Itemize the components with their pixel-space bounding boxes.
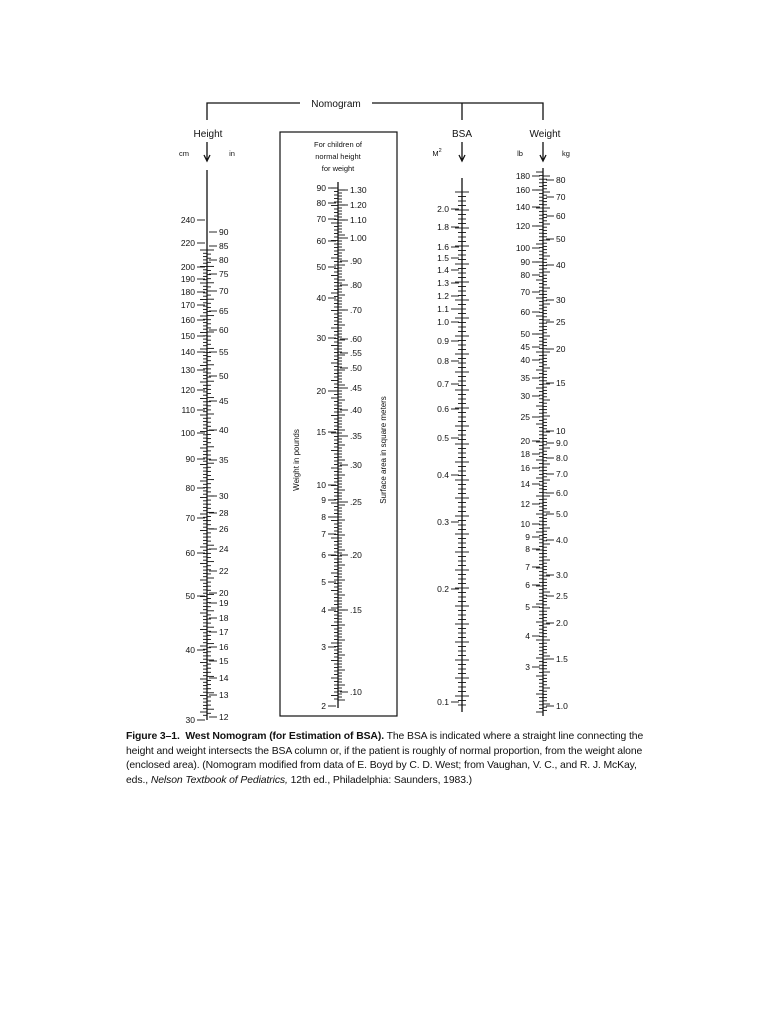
weight-lb-label: 14	[520, 479, 530, 489]
bsa-unit-main: M	[432, 149, 439, 158]
weight-lb-label: 160	[515, 185, 530, 195]
normal-header-line-3: for weight	[321, 164, 355, 173]
height-in-label: 45	[219, 396, 229, 406]
normal-lb-label: 8	[321, 512, 326, 522]
weight-lb-label: 80	[520, 270, 530, 280]
normal-lb-label: 2	[321, 701, 326, 711]
height-scale	[179, 129, 235, 725]
height-cm-label: 70	[185, 513, 195, 523]
height-cm-label: 80	[185, 483, 195, 493]
height-in-label: 20	[219, 588, 229, 598]
nomogram-bracket	[207, 99, 543, 120]
normal-lb-label: 4	[321, 605, 326, 615]
weight-kg-label: 8.0	[556, 453, 568, 463]
height-in-label: 19	[219, 598, 229, 608]
bsa-label: 0.4	[437, 470, 449, 480]
normal-sa-label: .15	[350, 605, 362, 615]
height-cm-label: 200	[180, 262, 195, 272]
weight-lb-label: 3	[525, 662, 530, 672]
weight-lb-label: 10	[520, 519, 530, 529]
bsa-label: 1.1	[437, 304, 449, 314]
height-in-label: 70	[219, 286, 229, 296]
weight-title: Weight	[529, 129, 561, 140]
height-cm-label: 170	[180, 300, 195, 310]
nomogram-group-label: Nomogram	[311, 99, 361, 110]
height-cm-label: 120	[180, 385, 195, 395]
height-in-label: 12	[219, 712, 229, 722]
weight-lb-label: 16	[520, 463, 530, 473]
weight-kg-label: 3.0	[556, 570, 568, 580]
height-cm-label: 40	[185, 645, 195, 655]
bsa-label: 1.8	[437, 222, 449, 232]
normal-lb-label: 40	[316, 293, 326, 303]
weight-lb-label: 180	[515, 171, 530, 181]
normal-sa-label: .30	[350, 460, 362, 470]
normal-lb-label: 6	[321, 550, 326, 560]
height-in-label: 26	[219, 524, 229, 534]
bsa-label: 0.1	[437, 697, 449, 707]
height-arrow-icon	[204, 142, 210, 161]
bsa-label: 0.9	[437, 336, 449, 346]
normal-sa-label: .25	[350, 497, 362, 507]
height-in-label: 40	[219, 425, 229, 435]
bsa-scale	[432, 129, 472, 712]
normal-sa-label: .80	[350, 280, 362, 290]
weight-lb-label: 9	[525, 532, 530, 542]
caption-body-end: 12th ed., Philadelphia: Saunders, 1983.)	[290, 774, 473, 786]
height-cm-label: 60	[185, 548, 195, 558]
weight-arrow-icon	[540, 142, 546, 161]
weight-lb-label: 30	[520, 391, 530, 401]
bsa-label: 0.3	[437, 517, 449, 527]
height-in-label: 50	[219, 371, 229, 381]
height-in-label: 18	[219, 613, 229, 623]
normal-lb-label: 10	[316, 480, 326, 490]
bsa-label: 1.5	[437, 253, 449, 263]
weight-kg-label: 70	[556, 192, 566, 202]
normal-sa-label: .10	[350, 687, 362, 697]
height-cm-label: 220	[180, 238, 195, 248]
bsa-arrow-icon	[459, 142, 465, 161]
weight-lb-label: 5	[525, 602, 530, 612]
weight-kg-label: 1.5	[556, 654, 568, 664]
normal-lb-label: 3	[321, 642, 326, 652]
normal-sa-label: 1.30	[350, 185, 367, 195]
bsa-label: 0.2	[437, 584, 449, 594]
normal-sa-label: .55	[350, 348, 362, 358]
normal-proportion-box	[280, 132, 397, 716]
normal-lb-label: 15	[316, 427, 326, 437]
normal-lb-label: 30	[316, 333, 326, 343]
height-in-label: 60	[219, 325, 229, 335]
weight-lb-label: 35	[520, 373, 530, 383]
height-cm-label: 90	[185, 454, 195, 464]
weight-scale	[516, 129, 570, 716]
height-in-label: 24	[219, 544, 229, 554]
height-cm-label: 140	[180, 347, 195, 357]
weight-lb-label: 90	[520, 257, 530, 267]
height-cm-label: 100	[180, 428, 195, 438]
bsa-unit-sup: 2	[438, 148, 442, 154]
bsa-label: 0.7	[437, 379, 449, 389]
height-in-label: 30	[219, 491, 229, 501]
height-in-label: 16	[219, 642, 229, 652]
bsa-label: 1.3	[437, 278, 449, 288]
weight-lb-label: 140	[515, 202, 530, 212]
normal-sa-label: .45	[350, 383, 362, 393]
weight-lb-label: 20	[520, 436, 530, 446]
normal-lb-label: 20	[316, 386, 326, 396]
weight-unit-lb: lb	[517, 149, 523, 158]
height-unit-in: in	[229, 149, 235, 158]
bsa-label: 0.5	[437, 433, 449, 443]
weight-lb-label: 120	[515, 221, 530, 231]
weight-kg-label: 2.0	[556, 618, 568, 628]
weight-kg-label: 7.0	[556, 469, 568, 479]
height-cm-label: 130	[180, 365, 195, 375]
weight-kg-label: 40	[556, 260, 566, 270]
height-cm-label: 50	[185, 591, 195, 601]
weight-kg-label: 50	[556, 234, 566, 244]
weight-unit-kg: kg	[562, 149, 570, 158]
bsa-title: BSA	[451, 129, 473, 140]
figure-caption	[126, 730, 646, 788]
normal-sa-label: .50	[350, 363, 362, 373]
bsa-label: 1.0	[437, 317, 449, 327]
height-in-label: 28	[219, 508, 229, 518]
height-in-label: 80	[219, 255, 229, 265]
caption-title: West Nomogram (for Estimation of BSA).	[185, 731, 384, 742]
weight-in-pounds-label: Weight in pounds	[292, 429, 301, 491]
height-in-label: 17	[219, 627, 229, 637]
caption-book-title: Nelson Textbook of Pediatrics,	[150, 774, 288, 786]
height-in-label: 55	[219, 347, 229, 357]
height-cm-label: 160	[180, 315, 195, 325]
weight-kg-label: 2.5	[556, 591, 568, 601]
weight-lb-label: 100	[515, 243, 530, 253]
weight-lb-label: 6	[525, 580, 530, 590]
normal-lb-label: 60	[316, 236, 326, 246]
weight-lb-label: 60	[520, 307, 530, 317]
normal-sa-label: .20	[350, 550, 362, 560]
normal-lb-label: 7	[321, 529, 326, 539]
normal-sa-label: .35	[350, 431, 362, 441]
normal-sa-label: .40	[350, 405, 362, 415]
weight-lb-label: 70	[520, 287, 530, 297]
weight-kg-label: 5.0	[556, 509, 568, 519]
height-in-label: 65	[219, 306, 229, 316]
height-in-label: 15	[219, 656, 229, 666]
weight-kg-label: 25	[556, 317, 566, 327]
weight-lb-label: 50	[520, 329, 530, 339]
bsa-label: 1.4	[437, 265, 449, 275]
normal-sa-label: 1.10	[350, 215, 367, 225]
weight-kg-label: 6.0	[556, 488, 568, 498]
bsa-label: 0.8	[437, 356, 449, 366]
normal-sa-label: 1.20	[350, 200, 367, 210]
caption-figure-label: Figure 3–1.	[126, 731, 180, 742]
height-in-label: 90	[219, 227, 229, 237]
weight-kg-label: 20	[556, 344, 566, 354]
height-cm-label: 240	[180, 215, 195, 225]
normal-sa-label: .90	[350, 256, 362, 266]
normal-lb-label: 90	[316, 183, 326, 193]
normal-lb-label: 5	[321, 577, 326, 587]
weight-kg-label: 9.0	[556, 438, 568, 448]
weight-kg-label: 1.0	[556, 701, 568, 711]
surface-area-label: Surface area in square meters	[379, 396, 388, 504]
normal-lb-label: 9	[321, 495, 326, 505]
bsa-label: 2.0	[437, 204, 449, 214]
height-in-label: 35	[219, 455, 229, 465]
normal-header-line-1: For children of	[314, 140, 362, 149]
normal-sa-label: 1.00	[350, 233, 367, 243]
normal-lb-label: 80	[316, 198, 326, 208]
height-in-label: 75	[219, 269, 229, 279]
weight-lb-label: 25	[520, 412, 530, 422]
weight-kg-label: 15	[556, 378, 566, 388]
weight-kg-label: 4.0	[556, 535, 568, 545]
bsa-label: 0.6	[437, 404, 449, 414]
weight-lb-label: 8	[525, 544, 530, 554]
normal-header-line-2: normal height	[315, 152, 361, 161]
weight-kg-label: 80	[556, 175, 566, 185]
weight-kg-label: 10	[556, 426, 566, 436]
caption-body: The BSA is indicated where a straight line connecting the height and weight intersects the BSA column or, if the patient is roughly of normal proportion, from the weight alone (enclosed area). (Nomogram modified from data of E. Boyd by C. D. West; from Vaughan, V. C., and R. J. McKay, eds.,	[126, 731, 644, 786]
weight-kg-label: 60	[556, 211, 566, 221]
weight-lb-label: 7	[525, 562, 530, 572]
weight-lb-label: 4	[525, 631, 530, 641]
height-in-label: 14	[219, 673, 229, 683]
weight-lb-label: 40	[520, 355, 530, 365]
normal-sa-label: .60	[350, 334, 362, 344]
height-in-label: 85	[219, 241, 229, 251]
height-in-label: 13	[219, 690, 229, 700]
weight-lb-label: 45	[520, 342, 530, 352]
height-cm-label: 110	[181, 405, 195, 415]
bsa-unit	[432, 148, 441, 158]
height-cm-label: 180	[180, 287, 195, 297]
height-cm-label: 150	[180, 331, 195, 341]
weight-lb-label: 18	[520, 449, 530, 459]
normal-lb-label: 70	[316, 214, 326, 224]
normal-sa-label: .70	[350, 305, 362, 315]
bsa-label: 1.6	[437, 242, 449, 252]
height-title: Height	[193, 129, 223, 140]
weight-lb-label: 12	[520, 499, 530, 509]
height-in-label: 22	[219, 566, 229, 576]
normal-lb-label: 50	[316, 262, 326, 272]
weight-kg-label: 30	[556, 295, 566, 305]
bsa-label: 1.2	[437, 291, 449, 301]
height-unit-cm: cm	[179, 149, 189, 158]
height-cm-label: 30	[185, 715, 195, 725]
height-cm-label: 190	[180, 274, 195, 284]
